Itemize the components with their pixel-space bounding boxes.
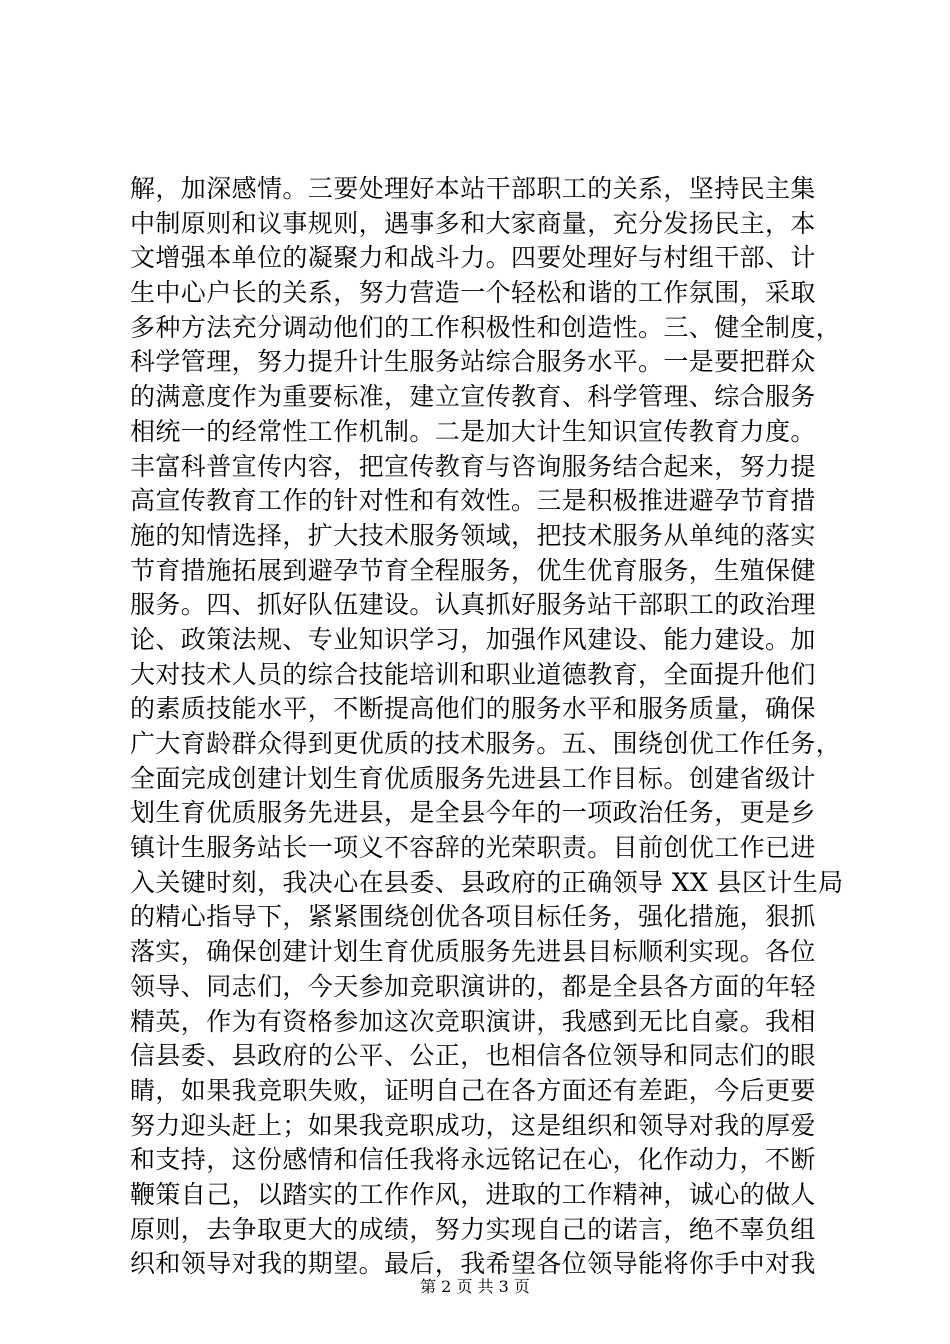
text-line: 论、政策法规、专业知识学习，加强作风建设、能力建设。加 bbox=[130, 624, 816, 654]
text-line: 高宣传教育工作的针对性和有效性。三是积极推进避孕节育措 bbox=[130, 486, 816, 516]
text-line: 信县委、县政府的公平、公正，也相信各位领导和同志们的眼 bbox=[130, 1041, 816, 1071]
text-line: 中制原则和议事规则，遇事多和大家商量，充分发扬民主，本 bbox=[130, 208, 816, 238]
text-line: 解，加深感情。三要处理好本站干部职工的关系，坚持民主集 bbox=[130, 174, 816, 203]
text-line: 大对技术人员的综合技能培训和职业道德教育，全面提升他们 bbox=[130, 659, 816, 689]
text-line: 的素质技能水平，不断提高他们的服务水平和服务质量，确保 bbox=[130, 694, 816, 724]
text-line: 广大育龄群众得到更优质的技术服务。五、围绕创优工作任务， bbox=[130, 729, 842, 758]
text-line: 划生育优质服务先进县，是全县今年的一项政治任务，更是乡 bbox=[130, 798, 816, 828]
text-line: 的满意度作为重要标准，建立宣传教育、科学管理、综合服务 bbox=[130, 382, 816, 412]
text-line: 领导、同志们，今天参加竞职演讲的，都是全县各方面的年轻 bbox=[130, 971, 816, 1001]
text-line: 全面完成创建计划生育优质服务先进县工作目标。创建省级计 bbox=[130, 763, 816, 793]
text-line: 服务。四、抓好队伍建设。认真抓好服务站干部职工的政治理 bbox=[130, 590, 816, 620]
text-line: 节育措施拓展到避孕节育全程服务，优生优育服务，生殖保健 bbox=[130, 555, 816, 585]
text-line: 原则，去争取更大的成绩，努力实现自己的诺言，绝不辜负组 bbox=[130, 1214, 816, 1244]
text-line: 的精心指导下，紧紧围绕创优各项目标任务，强化措施，狠抓 bbox=[130, 902, 816, 932]
body-text bbox=[130, 172, 844, 1282]
text-line: 入关键时刻，我决心在县委、县政府的正确领导 XX 县区计生局 bbox=[130, 867, 844, 897]
text-line: 多种方法充分调动他们的工作积极性和创造性。三、健全制度， bbox=[130, 312, 842, 342]
text-line: 相统一的经常性工作机制。二是加大计生知识宣传教育力度。 bbox=[130, 416, 816, 446]
text-line: 丰富科普宣传内容，把宣传教育与咨询服务结合起来，努力提 bbox=[130, 451, 816, 481]
page-footer: 第 2 页 共 3 页 bbox=[420, 1277, 530, 1296]
text-line: 文增强本单位的凝聚力和战斗力。四要处理好与村组干部、计 bbox=[130, 243, 816, 273]
text-line: 镇计生服务站长一项义不容辞的光荣职责。目前创优工作已进 bbox=[130, 833, 816, 863]
text-line: 精英，作为有资格参加这次竞职演讲，我感到无比自豪。我相 bbox=[130, 1006, 816, 1036]
text-line: 施的知情选择，扩大技术服务领域，把技术服务从单纯的落实 bbox=[130, 520, 816, 550]
text-line: 和支持，这份感情和信任我将永远铭记在心，化作动力，不断 bbox=[130, 1145, 816, 1175]
text-line: 织和领导对我的期望。最后，我希望各位领导能将你手中对我 bbox=[130, 1249, 816, 1279]
text-line: 努力迎头赶上；如果我竞职成功，这是组织和领导对我的厚爱 bbox=[130, 1110, 816, 1140]
text-line: 落实，确保创建计划生育优质服务先进县目标顺利实现。各位 bbox=[130, 937, 816, 967]
text-line: 鞭策自己，以踏实的工作作风，进取的工作精神，诚心的做人 bbox=[130, 1179, 816, 1209]
text-line: 生中心户长的关系，努力营造一个轻松和谐的工作氛围，采取 bbox=[130, 278, 816, 308]
text-line: 科学管理，努力提升计生服务站综合服务水平。一是要把群众 bbox=[130, 347, 816, 377]
text-line: 睛，如果我竞职失败，证明自己在各方面还有差距，今后更要 bbox=[130, 1075, 816, 1105]
